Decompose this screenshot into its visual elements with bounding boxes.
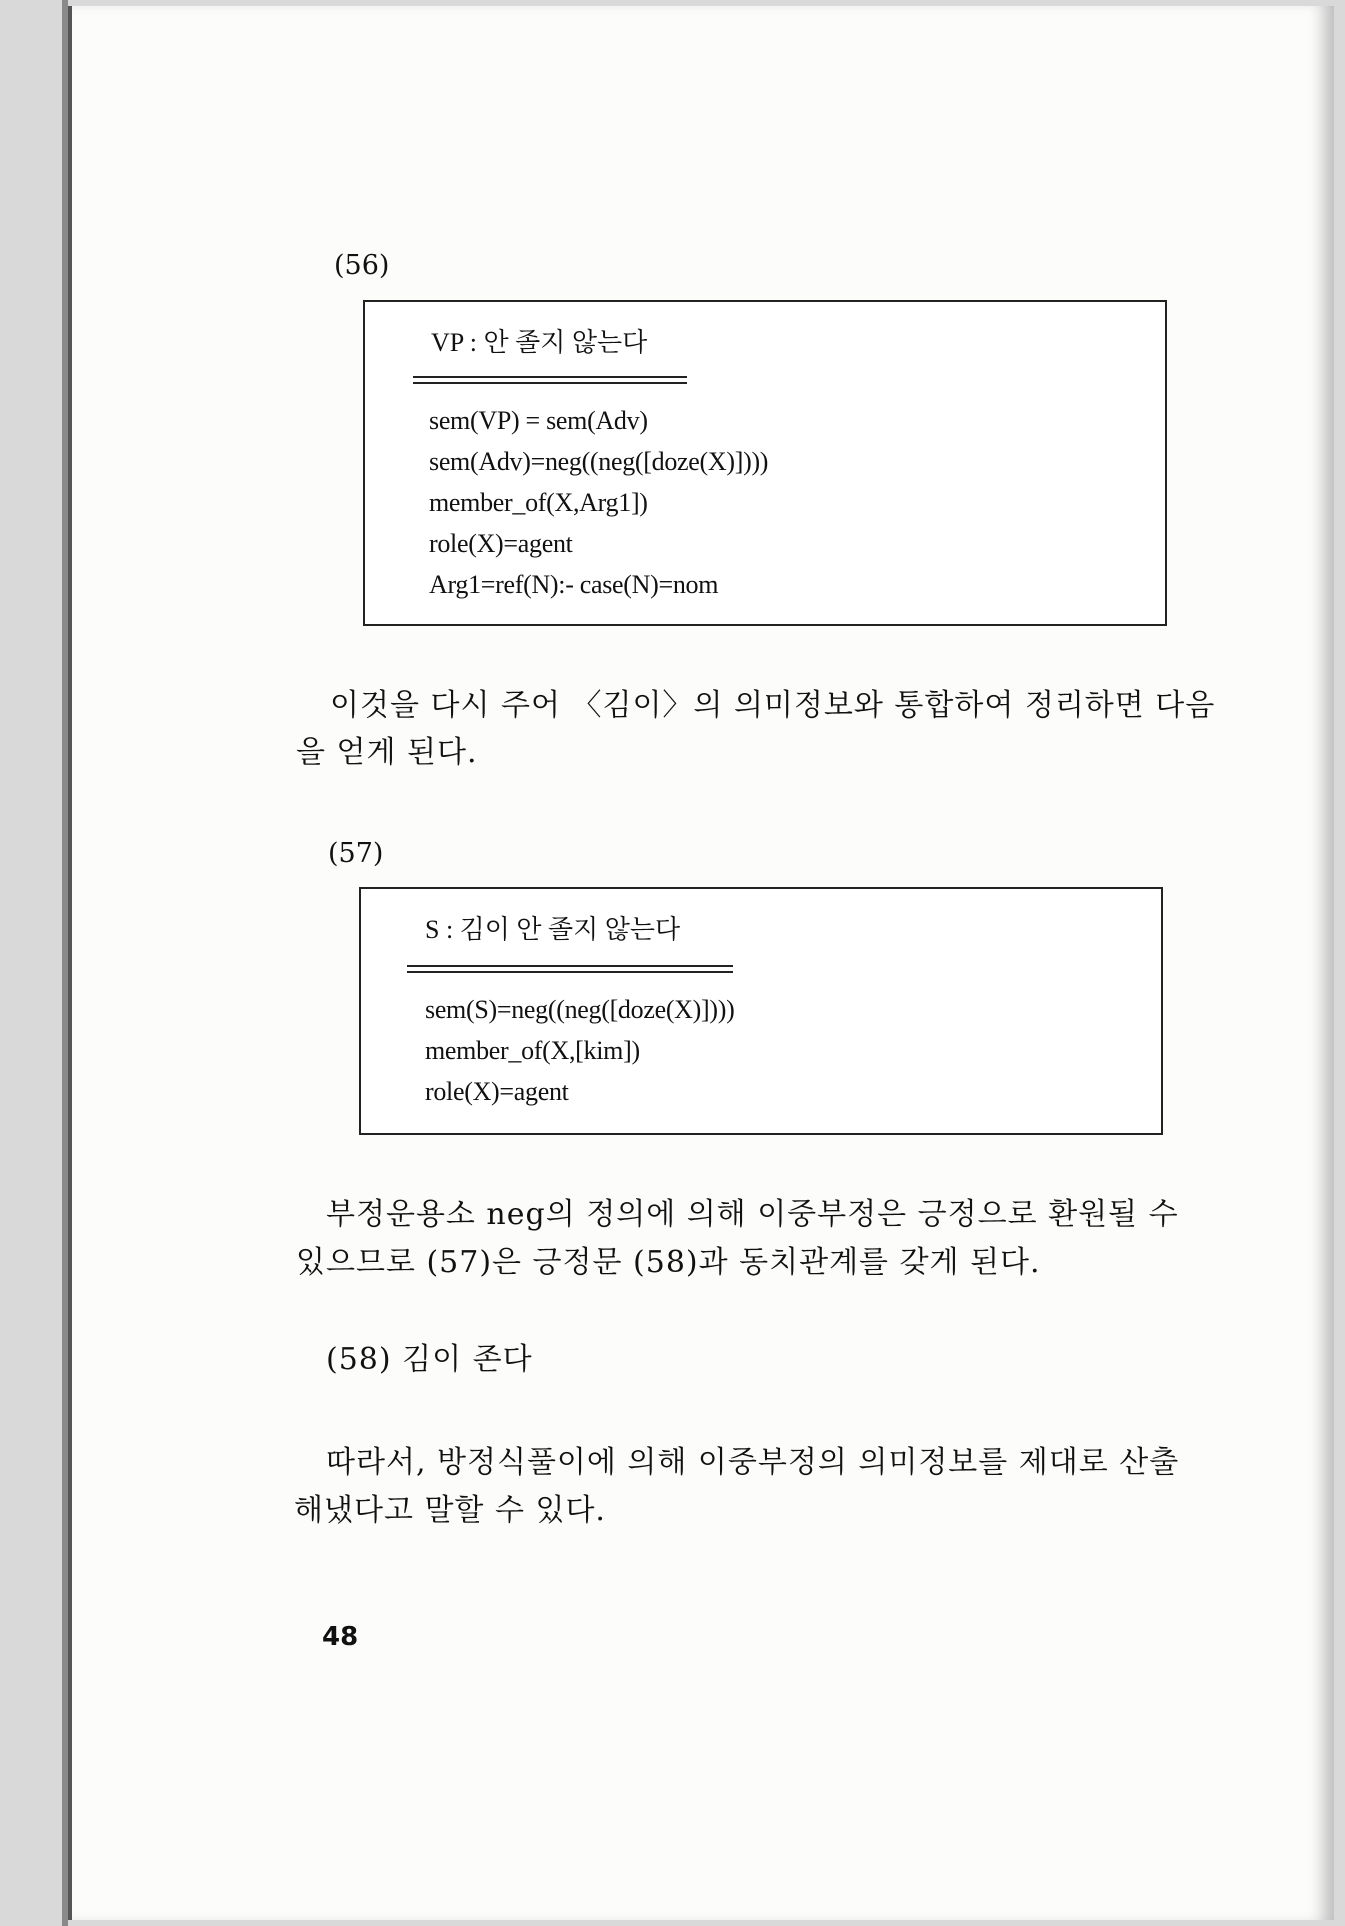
feature-line: sem(Adv)=neg((neg([doze(X)]))) [429,447,769,476]
paragraph-text: 을 얻게 된다. [296,735,478,770]
feature-line: member_of(X,[kim]) [425,1036,640,1065]
feature-line: role(X)=agent [425,1077,569,1106]
example-58: (58) 김이 존다 [326,1342,533,1377]
example-56-label: (56) [334,250,390,281]
example-56-heading: VP : 안 졸지 않는다 [431,328,648,357]
feature-line: member_of(X,Arg1]) [429,488,648,517]
paragraph-text: 따라서, 방정식풀이에 의해 이중부정의 의미정보를 제대로 산출 [326,1445,1180,1480]
feature-line: Arg1=ref(N):- case(N)=nom [429,570,719,599]
paragraph-text: 부정운용소 neg의 정의에 의해 이중부정은 긍정으로 환원될 수 [326,1197,1179,1232]
feature-line: sem(VP) = sem(Adv) [429,406,648,435]
example-57-box [359,887,1163,1135]
example-57-label: (57) [328,838,384,869]
example-56-box [363,300,1167,626]
double-rule [413,376,687,384]
example-57-heading: S : 김이 안 졸지 않는다 [425,915,681,944]
page-number: 48 [322,1622,359,1652]
paragraph-text: 이것을 다시 주어 〈김이〉의 의미정보와 통합하여 정리하면 다음 [330,688,1216,723]
paragraph-text: 있으므로 (57)은 긍정문 (58)과 동치관계를 갖게 된다. [296,1245,1041,1280]
double-rule [407,965,733,973]
paragraph-text: 해냈다고 말할 수 있다. [294,1493,606,1528]
feature-line: role(X)=agent [429,529,573,558]
feature-line: sem(S)=neg((neg([doze(X)]))) [425,995,735,1024]
